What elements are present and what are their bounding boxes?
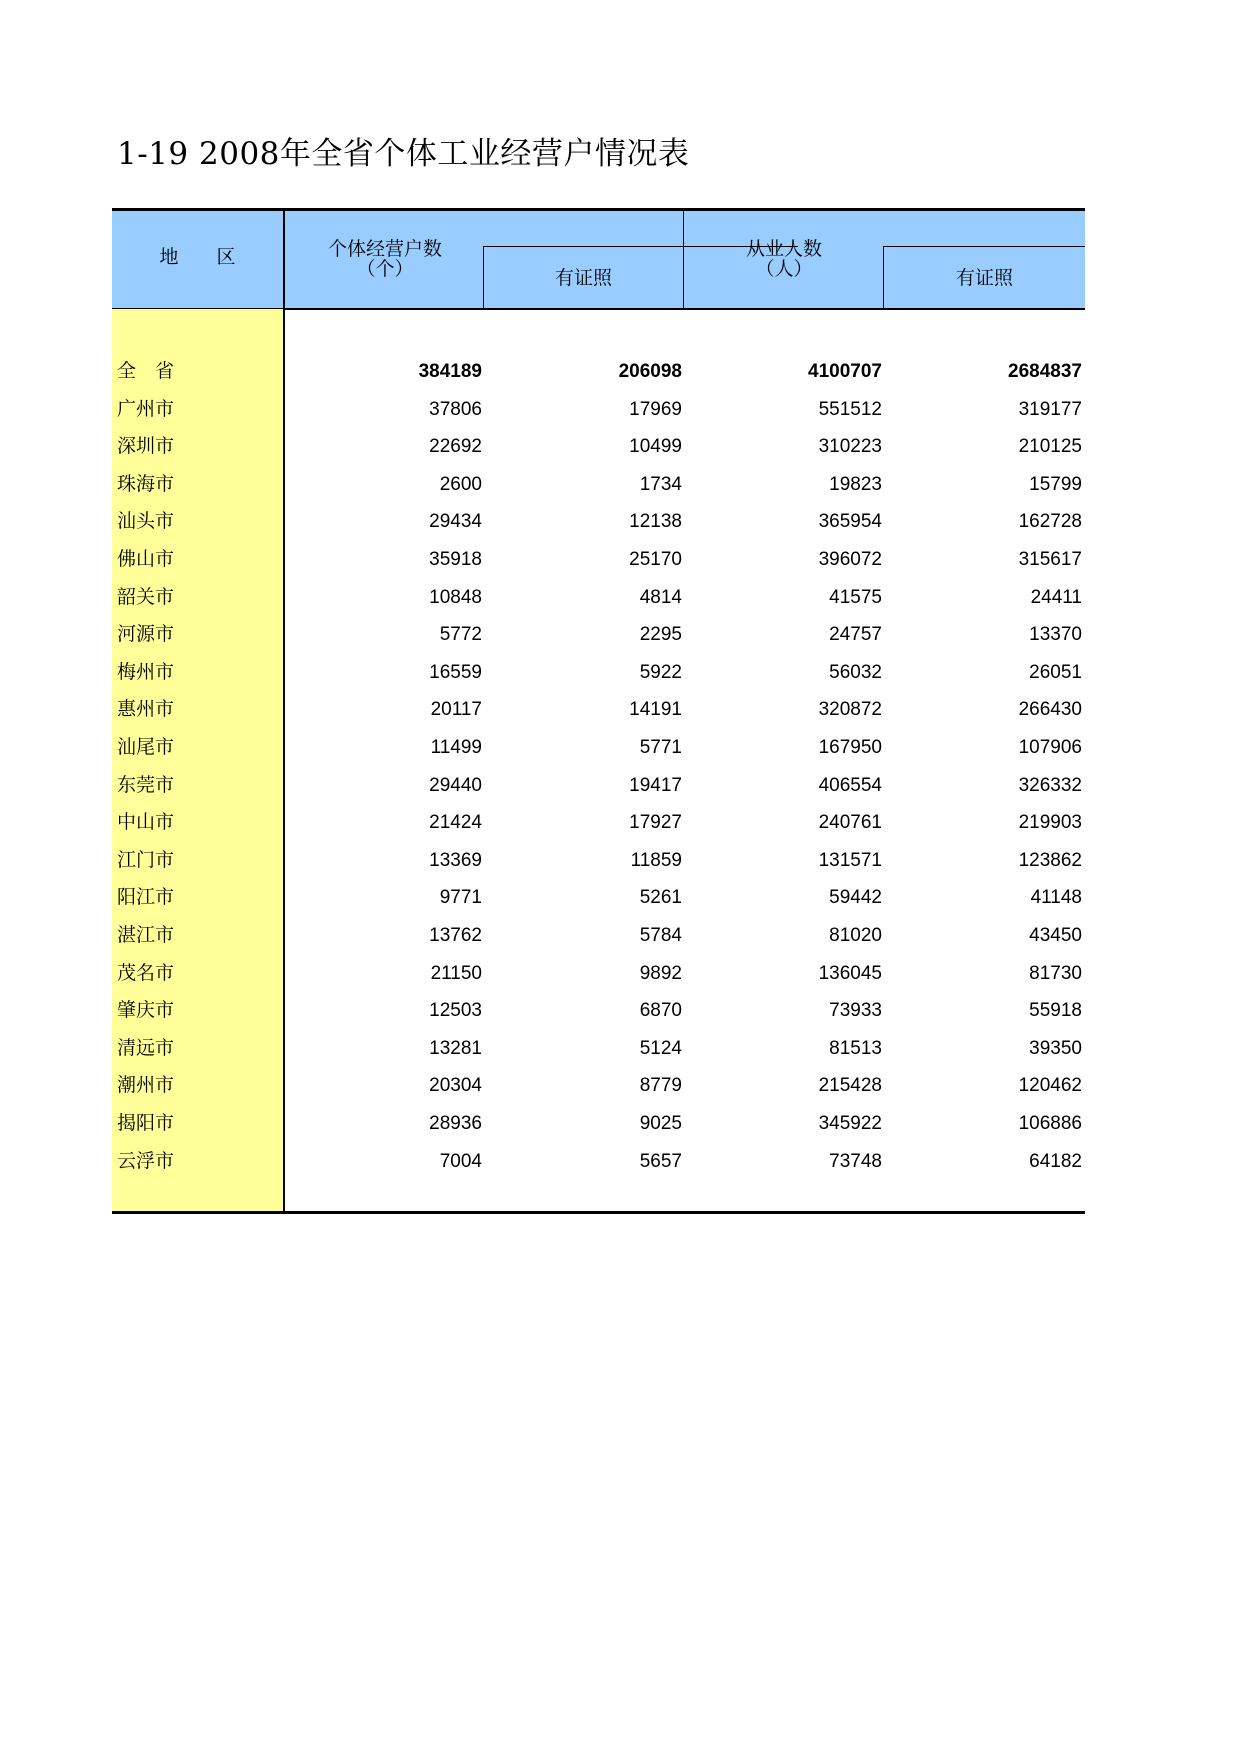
licensed-households-cell: 25170	[629, 549, 682, 570]
header-employees: 从业人数	[745, 238, 822, 260]
licensed-employees-cell: 81730	[1029, 962, 1082, 984]
employees-cell: 73748	[829, 1150, 882, 1172]
employees-cell: 81020	[829, 925, 882, 946]
licensed-employees-cell: 39350	[1029, 1037, 1082, 1059]
licensed-employees-cell: 326332	[1018, 774, 1082, 796]
region-cell: 梅州市	[117, 660, 175, 683]
region-cell: 韶关市	[117, 585, 175, 608]
table-row	[112, 842, 1085, 880]
households-cell: 35918	[429, 549, 482, 570]
households-cell: 21150	[430, 962, 482, 984]
employees-cell: 406554	[818, 774, 882, 796]
households-cell: 2600	[439, 473, 482, 495]
region-cell: 河源市	[117, 623, 175, 646]
licensed-employees-cell: 162728	[1018, 511, 1082, 533]
households-cell: 29434	[429, 511, 482, 533]
households-cell: 20304	[429, 1075, 482, 1097]
households-cell: 10848	[429, 586, 482, 608]
table-row	[112, 1105, 1085, 1143]
table-row	[112, 1030, 1085, 1068]
region-cell: 云浮市	[117, 1149, 175, 1172]
region-cell: 茂名市	[117, 961, 175, 984]
employees-cell: 73933	[829, 1000, 882, 1022]
licensed-employees-cell: 210125	[1018, 436, 1082, 458]
employees-cell: 24757	[829, 624, 882, 646]
employees-cell: 215428	[818, 1075, 882, 1097]
licensed-households-cell: 9025	[639, 1113, 682, 1134]
header-households-unit: （个）	[356, 258, 414, 280]
licensed-households-cell: 9892	[639, 962, 682, 984]
employees-cell: 4100707	[808, 361, 882, 382]
licensed-households-cell: 11859	[630, 849, 682, 871]
region-cell: 全 省	[117, 360, 175, 382]
households-cell: 12503	[429, 1000, 482, 1022]
licensed-households-cell: 5784	[639, 925, 682, 946]
region-cell: 阳江市	[117, 886, 175, 909]
licensed-employees-cell: 107906	[1018, 737, 1082, 758]
table-row	[112, 616, 1085, 654]
table-row	[112, 691, 1085, 729]
table-row	[112, 391, 1085, 429]
table-row	[112, 992, 1085, 1030]
licensed-employees-cell: 13370	[1029, 624, 1082, 646]
licensed-households-cell: 206098	[618, 361, 682, 382]
region-cell: 湛江市	[117, 924, 175, 946]
licensed-employees-cell: 219903	[1018, 812, 1082, 834]
licensed-households-cell: 19417	[629, 774, 682, 796]
licensed-households-cell: 5771	[639, 737, 682, 758]
households-cell: 20117	[430, 699, 482, 721]
licensed-households-cell: 1734	[639, 473, 682, 495]
table-row	[112, 466, 1085, 504]
table-row	[112, 1143, 1085, 1181]
licensed-households-cell: 10499	[629, 436, 682, 458]
employees-cell: 551512	[818, 398, 882, 420]
households-cell: 13281	[429, 1037, 482, 1059]
households-cell: 21424	[429, 812, 482, 834]
employees-cell: 59442	[829, 887, 882, 909]
households-cell: 28936	[429, 1113, 482, 1134]
employees-cell: 56032	[829, 661, 882, 683]
licensed-households-cell: 12138	[629, 511, 682, 533]
employees-cell: 136045	[818, 962, 882, 984]
licensed-households-cell: 14191	[629, 699, 682, 721]
region-cell: 汕尾市	[117, 736, 175, 758]
employees-cell: 41575	[829, 586, 882, 608]
households-cell: 13762	[429, 925, 482, 946]
licensed-households-cell: 2295	[639, 624, 682, 646]
employees-cell: 167950	[818, 737, 882, 758]
licensed-employees-cell: 43450	[1029, 925, 1082, 946]
licensed-employees-cell: 55918	[1029, 1000, 1082, 1022]
households-cell: 9771	[439, 887, 482, 909]
households-cell: 5772	[439, 624, 482, 646]
licensed-employees-cell: 15799	[1029, 473, 1082, 495]
table-bottom-rule	[112, 1211, 1085, 1214]
households-cell: 37806	[429, 398, 482, 420]
region-cell: 潮州市	[117, 1074, 175, 1097]
table-row	[112, 804, 1085, 842]
employees-cell: 396072	[818, 549, 882, 570]
households-cell: 29440	[429, 774, 482, 796]
employees-cell: 240761	[818, 812, 882, 834]
table-row	[112, 541, 1085, 579]
licensed-households-cell: 8779	[639, 1075, 682, 1097]
region-cell: 江门市	[117, 848, 175, 871]
licensed-employees-cell: 123862	[1018, 849, 1082, 871]
licensed-households-cell: 5124	[639, 1037, 682, 1059]
region-cell: 中山市	[117, 811, 175, 834]
table-header	[112, 211, 1085, 309]
licensed-households-cell: 17969	[629, 398, 682, 420]
region-cell: 珠海市	[117, 472, 175, 495]
table-row	[112, 503, 1085, 541]
licensed-employees-cell: 26051	[1029, 661, 1082, 683]
header-employees-unit: （人）	[755, 258, 813, 280]
region-cell: 清远市	[117, 1036, 175, 1059]
region-cell: 揭阳市	[117, 1112, 175, 1134]
table-row	[112, 654, 1085, 692]
licensed-households-cell: 5657	[639, 1150, 682, 1172]
households-cell: 384189	[418, 361, 482, 382]
licensed-employees-cell: 106886	[1018, 1113, 1082, 1134]
households-cell: 11499	[430, 737, 482, 758]
licensed-employees-cell: 2684837	[1008, 361, 1082, 382]
table-row	[112, 955, 1085, 993]
region-cell: 佛山市	[117, 548, 175, 570]
header-licensed-employees: 有证照	[955, 267, 1013, 289]
licensed-households-cell: 4814	[639, 586, 682, 608]
table-row	[112, 579, 1085, 617]
employees-cell: 81513	[829, 1037, 882, 1059]
header-licensed-households: 有证照	[554, 267, 612, 289]
households-cell: 16559	[429, 661, 482, 683]
region-cell: 东莞市	[117, 773, 175, 796]
statistics-table	[112, 208, 1085, 1214]
licensed-employees-cell: 266430	[1018, 699, 1082, 721]
employees-cell: 310223	[818, 436, 882, 458]
licensed-employees-cell: 315617	[1018, 549, 1082, 570]
licensed-employees-cell: 319177	[1018, 398, 1082, 420]
table-row	[112, 879, 1085, 917]
region-cell: 广州市	[117, 397, 175, 420]
table-row	[112, 428, 1085, 466]
header-region: 地 区	[159, 246, 236, 268]
licensed-households-cell: 5261	[639, 887, 682, 909]
page-title: 1-19 2008年全省个体工业经营户情况表	[117, 136, 690, 172]
households-cell: 22692	[429, 436, 482, 458]
region-cell: 惠州市	[117, 698, 175, 721]
licensed-households-cell: 6870	[639, 1000, 682, 1022]
households-cell: 7004	[439, 1150, 482, 1172]
licensed-households-cell: 5922	[639, 661, 682, 683]
employees-cell: 320872	[818, 699, 882, 721]
employees-cell: 131571	[818, 849, 882, 871]
region-cell: 汕头市	[117, 510, 175, 533]
employees-cell: 365954	[818, 511, 882, 533]
table-row-total	[112, 353, 1085, 391]
table-row	[112, 767, 1085, 805]
households-cell: 13369	[429, 849, 482, 871]
licensed-employees-cell: 24411	[1030, 586, 1082, 608]
licensed-employees-cell: 64182	[1029, 1150, 1082, 1172]
licensed-households-cell: 17927	[629, 812, 682, 834]
header-households: 个体经营户数	[327, 238, 442, 260]
table-row	[112, 1067, 1085, 1105]
region-cell: 肇庆市	[117, 999, 175, 1022]
region-cell: 深圳市	[117, 435, 175, 458]
table-row	[112, 729, 1085, 767]
licensed-employees-cell: 120462	[1018, 1075, 1082, 1097]
employees-cell: 19823	[829, 473, 882, 495]
table-row	[112, 917, 1085, 955]
employees-cell: 345922	[818, 1113, 882, 1134]
licensed-employees-cell: 41148	[1030, 887, 1082, 909]
